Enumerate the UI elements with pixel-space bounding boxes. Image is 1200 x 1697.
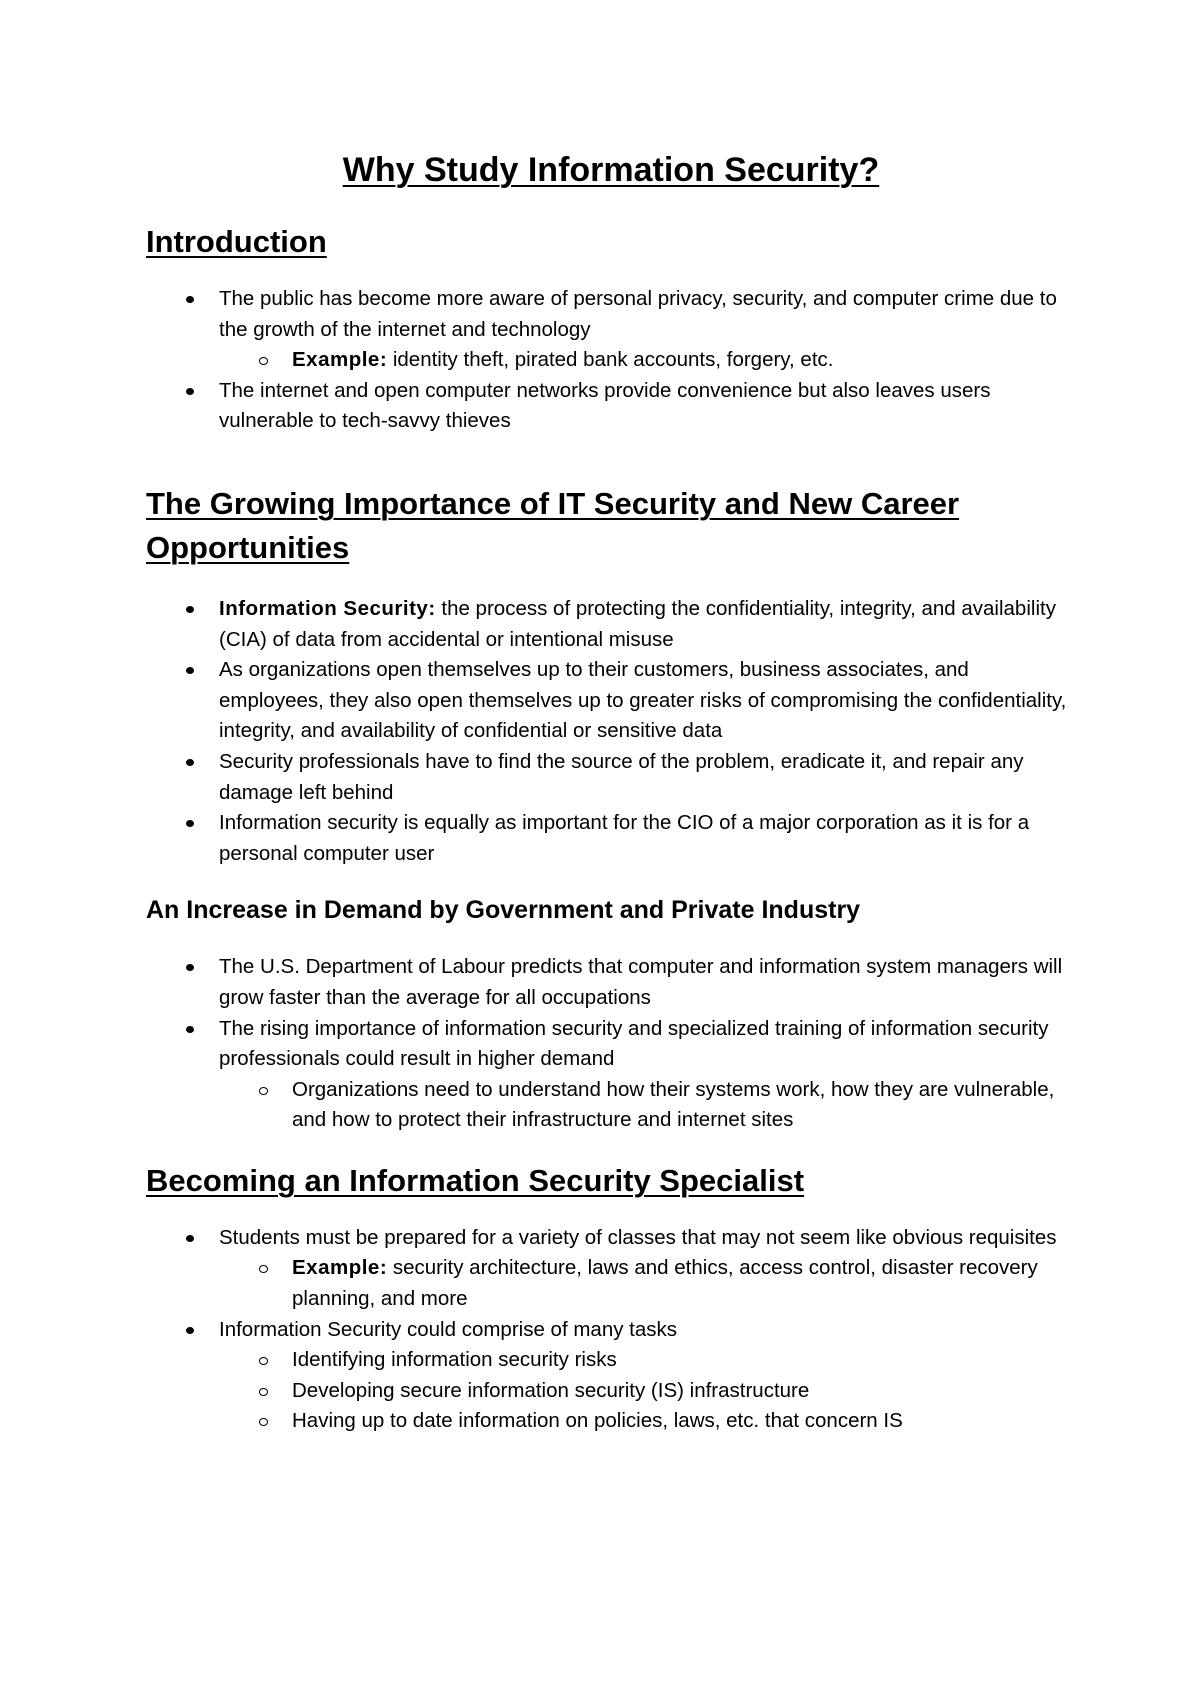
sub-list-item (219, 1406, 1076, 1437)
list-item (146, 1014, 1076, 1136)
list-item (146, 284, 1076, 376)
sub-list-item (219, 1075, 1076, 1136)
page-title: Why Study Information Security? (342, 151, 880, 189)
list-item-text: the process of protecting the confidentiality, integrity, and availability (CIA) of data from accidental or intentional misuse (219, 596, 1056, 651)
term-label: Example: (292, 348, 388, 372)
list-item-text: Developing secure information security (IS) infrastructure (292, 1378, 810, 1402)
sub-bullet-list (219, 345, 1076, 376)
list-item-text: Information Security could comprise of many tasks (219, 1317, 678, 1341)
list-item-text: security architecture, laws and ethics, access control, disaster recovery planning, and more (292, 1256, 1038, 1311)
bullet-list (146, 594, 1076, 869)
list-item (146, 747, 1076, 808)
list-item-text: Organizations need to understand how their systems work, how they are vulnerable, and how to protect their infrastructure and internet sites (292, 1077, 1055, 1132)
sub-list-item (219, 345, 1076, 376)
section-increase-in-demand (146, 888, 1076, 1136)
list-item (146, 655, 1076, 747)
section-introduction (146, 220, 1076, 437)
list-item-text: Having up to date information on policies, laws, etc. that concern IS (292, 1409, 903, 1433)
list-item-text: The public has become more aware of personal privacy, security, and computer crime due to the growth of the internet and technology (219, 287, 1057, 341)
list-item-text: The U.S. Department of Labour predicts that computer and information system managers will grow faster than the average for all occupations (219, 955, 1063, 1009)
section-growing-importance (146, 482, 1076, 869)
section-heading: Becoming an Information Security Specialist (146, 1162, 805, 1198)
list-item (146, 808, 1076, 869)
section-heading: The Growing Importance of IT Security and New Career Opportunities (146, 485, 960, 565)
list-item-text: As organizations open themselves up to their customers, business associates, and employees, they also open themselves up to greater risks of compromising the confidentiality, integrity, and availability of confidential or sensitive data (219, 658, 1067, 743)
list-item-text: Identifying information security risks (292, 1348, 617, 1372)
document-page (146, 140, 1076, 1437)
list-item-text: Security professionals have to find the source of the problem, eradicate it, and repair any damage left behind (219, 749, 1024, 804)
sub-bullet-list (219, 1075, 1076, 1136)
sub-bullet-list (219, 1253, 1076, 1314)
list-item-text: Students must be prepared for a variety of classes that may not seem like obvious requisites (219, 1225, 1057, 1249)
bullet-list (146, 1223, 1076, 1437)
section-becoming-specialist (146, 1159, 1076, 1437)
sub-list-item (219, 1345, 1076, 1376)
sub-list-item (219, 1253, 1076, 1314)
term-label: Example: (292, 1256, 388, 1280)
list-item (146, 376, 1076, 437)
list-item-text: The rising importance of information security and specialized training of information security professionals could result in higher demand (219, 1016, 1049, 1071)
sub-list-item (219, 1376, 1076, 1407)
sub-bullet-list (219, 1345, 1076, 1437)
list-item-text: Information security is equally as important for the CIO of a major corporation as it is for a personal computer user (219, 811, 1030, 865)
list-item (146, 1223, 1076, 1315)
list-item-text: The internet and open computer networks provide convenience but also leaves users vulnerable to tech-savvy thieves (219, 378, 991, 433)
section-heading: Introduction (146, 224, 327, 259)
bullet-list (146, 952, 1076, 1136)
list-item (146, 952, 1076, 1013)
list-item-text: identity theft, pirated bank accounts, forgery, etc. (387, 348, 834, 372)
section-heading: An Increase in Demand by Government and Private Industry (146, 896, 861, 925)
bullet-list (146, 284, 1076, 437)
list-item (146, 594, 1076, 655)
list-item (146, 1315, 1076, 1437)
term-label: Information Security: (219, 596, 436, 620)
